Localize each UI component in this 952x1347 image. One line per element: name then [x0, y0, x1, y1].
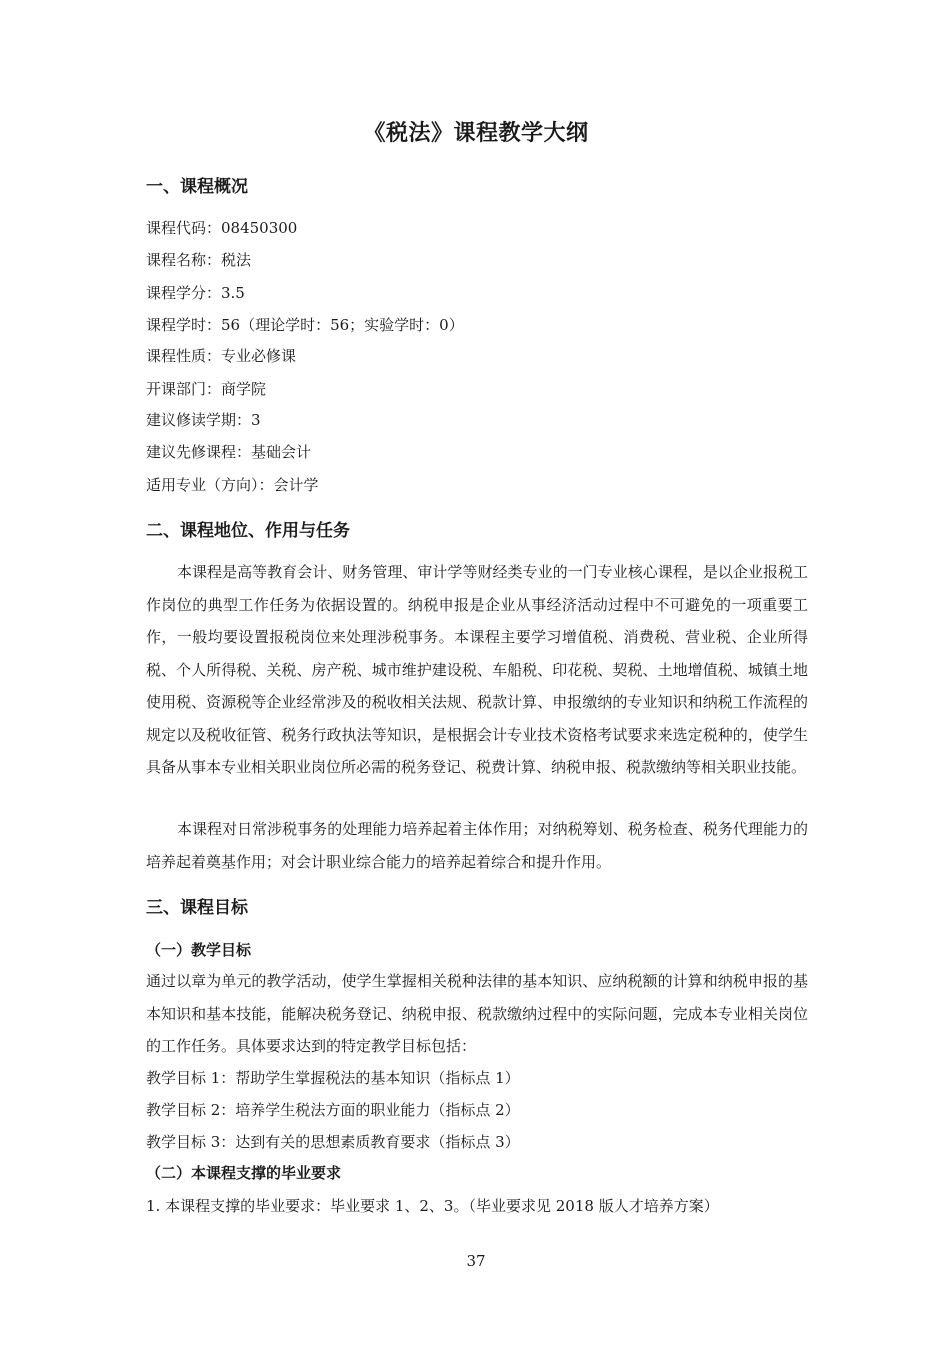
- subsection-teaching-goals-heading: （一）教学目标: [146, 941, 252, 959]
- course-prerequisite: 建议先修课程：基础会计: [146, 443, 312, 461]
- section-1-heading: 一、课程概况: [146, 177, 248, 197]
- teaching-goal-3: 教学目标 3：达到有关的思想素质教育要求（指标点 3）: [146, 1133, 520, 1151]
- section-3-heading: 三、课程目标: [146, 898, 248, 918]
- section-2-paragraph-2: 本课程对日常涉税事务的处理能力培养起着主体作用；对纳税筹划、税务检查、税务代理能力的培养起着奠基作用；对会计职业综合能力的培养起着综合和提升作用。: [146, 820, 808, 871]
- course-hours: 课程学时：56（理论学时：56；实验学时：0）: [146, 316, 464, 334]
- section-2-heading: 二、课程地位、作用与任务: [146, 521, 350, 541]
- course-semester: 建议修读学期：3: [146, 411, 261, 429]
- subsection-graduation-requirements-heading: （二）本课程支撑的毕业要求: [146, 1164, 342, 1182]
- course-code: 课程代码：08450300: [146, 219, 298, 237]
- section-2-paragraph-1: 本课程是高等教育会计、财务管理、审计学等财经类专业的一门专业核心课程，是以企业报税工作岗位的典型工作任务为依据设置的。纳税申报是企业从事经济活动过程中不可避免的一项重要工作，一般均要设置报税岗位来处理涉税事务。本课程主要学习增值税、消费税、营业税、企业所得税、个人所得税、关税、房产税、城市维护建设税、车船税、印花税、契税、土地增值税、城镇土地使用税、资源税等企业经常涉及的税收相关法规、税款计算、申报缴纳的专业知识和纳税工作流程的规定以及税收征管、税务行政执法等知识，是根据会计专业技术资格考试要求来选定税种的，使学生具备从事本专业相关职业岗位所必需的税务登记、税费计算、纳税申报、税款缴纳等相关职业技能。: [146, 563, 808, 776]
- document-title: 《税法》课程教学大纲: [363, 120, 589, 146]
- teaching-goals-paragraph: 通过以章为单元的教学活动，使学生掌握相关税种法律的基本知识、应纳税额的计算和纳税申报的基本知识和基本技能，能解决税务登记、纳税申报、税款缴纳过程中的实际问题，完成本专业相关岗位的工作任务。具体要求达到的特定教学目标包括：: [146, 972, 808, 1055]
- course-credits: 课程学分：3.5: [146, 284, 245, 302]
- teaching-goal-2: 教学目标 2：培养学生税法方面的职业能力（指标点 2）: [146, 1101, 520, 1119]
- course-nature: 课程性质：专业必修课: [146, 347, 297, 365]
- teaching-goal-1: 教学目标 1：帮助学生掌握税法的基本知识（指标点 1）: [146, 1069, 520, 1087]
- course-major: 适用专业（方向）：会计学: [146, 476, 319, 494]
- course-name: 课程名称：税法: [146, 251, 252, 269]
- graduation-requirement-item: 1. 本课程支撑的毕业要求：毕业要求 1、2、3。（毕业要求见 2018 版人才培养方案）: [146, 1197, 719, 1215]
- page-number: 37: [466, 1252, 486, 1270]
- course-department: 开课部门：商学院: [146, 380, 267, 398]
